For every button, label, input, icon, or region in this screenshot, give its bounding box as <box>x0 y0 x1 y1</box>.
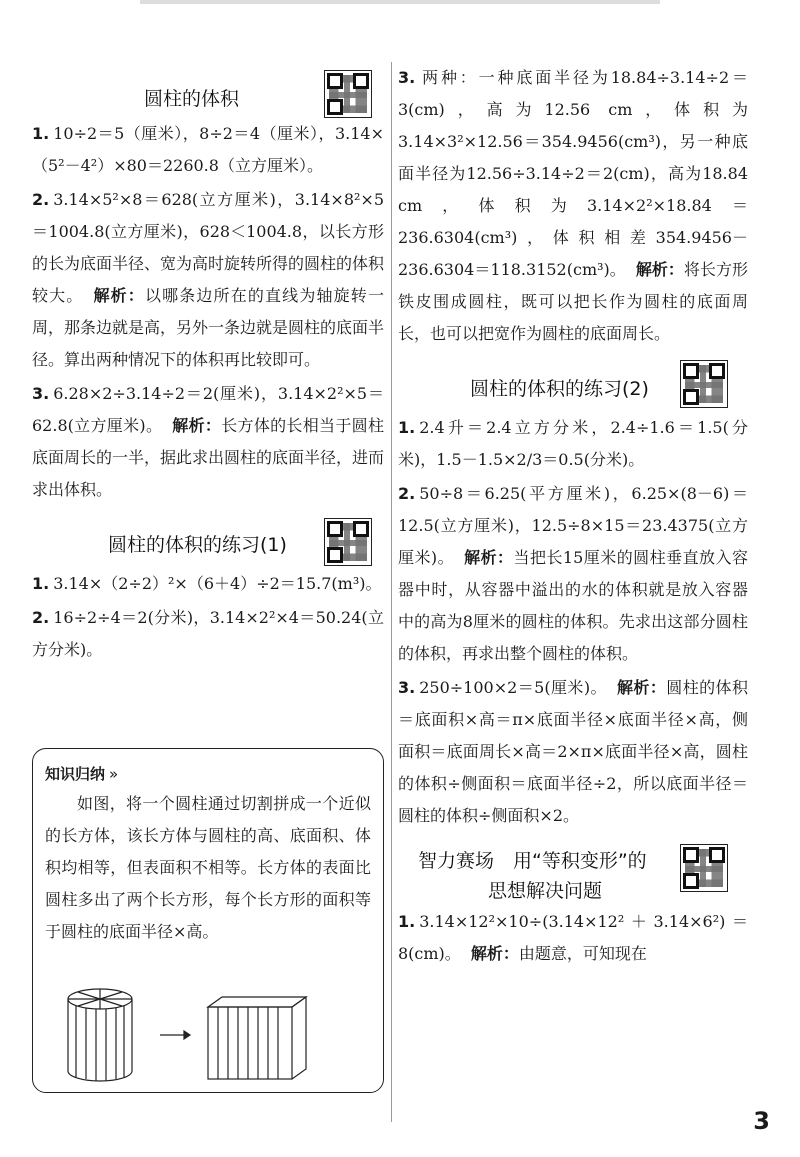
analysis-text: 将长方形铁皮围成圆柱，既可以把长作为圆柱的底面周长，也可以把宽作为圆柱的底面周长。 <box>398 260 748 343</box>
section-body <box>398 62 748 350</box>
answer-item <box>32 378 384 506</box>
section-body <box>32 118 384 506</box>
section-title: 圆柱的体积的练习(2) <box>470 378 649 400</box>
section-body <box>398 906 748 970</box>
box-title <box>45 763 371 784</box>
item-number: 1. <box>398 912 416 931</box>
analysis-text: 以哪条边所在的直线为轴旋转一周，那条边就是高，另外一条边就是圆柱的底面半径。算出两种情况下的体积再比较即可。 <box>32 286 385 369</box>
section-subtitle: 思想解决问题 <box>488 880 603 902</box>
item-text: 6.28×2÷3.14÷2＝2(厘米)，3.14×2²×5＝62.8(立方厘米)。 <box>32 384 384 435</box>
analysis-label: 解析： <box>93 286 145 305</box>
analysis-text: 当把长15厘米的圆柱垂直放入容器中时，从容器中溢出的水的体积就是放入容器中的高为8厘米的圆柱的体积。先求出这部分圆柱的体积，再求出整个圆柱的体积。 <box>398 548 748 663</box>
item-number: 2. <box>398 484 416 503</box>
item-text: 2.4升＝2.4立方分米，2.4÷1.6＝1.5(分米)，1.5－1.5×2/3＝0.5(分米)。 <box>398 418 748 469</box>
answer-item <box>32 118 384 182</box>
section-header-volume <box>32 62 384 118</box>
section-title: 圆柱的体积的练习(1) <box>108 534 287 556</box>
answer-item <box>32 602 384 666</box>
cylinder-icon <box>68 989 132 1081</box>
item-text: 10÷2＝5（厘米），8÷2＝4（厘米），3.14×（5²－4²）×80＝2260.8（立方厘米）。 <box>32 124 384 175</box>
item-text: 16÷2÷4＝2(分米)，3.14×2²×4＝50.24(立方分米)。 <box>32 608 384 659</box>
item-number: 3. <box>398 678 416 697</box>
answer-item <box>398 412 748 476</box>
cylinder-to-cuboid-figure <box>60 985 320 1085</box>
item-number: 3. <box>398 68 416 87</box>
analysis-label: 解析： <box>172 416 222 435</box>
item-number: 2. <box>32 190 50 209</box>
analysis-text: 由题意，可知现在 <box>518 944 647 963</box>
answer-item <box>398 672 748 832</box>
column-divider <box>391 62 392 1122</box>
analysis-label: 解析： <box>470 944 519 963</box>
section-title: 圆柱的体积 <box>144 88 240 110</box>
cuboid-icon <box>208 997 306 1079</box>
answer-item <box>398 62 748 350</box>
analysis-label: 解析： <box>635 260 684 279</box>
analysis-text: 圆柱的体积＝底面积×高＝π×底面半径×底面半径×高，侧面积＝底面周长×高＝2×π×底面半径×高，圆柱的体积÷侧面积＝底面半径÷2，所以底面半径＝圆柱的体积÷侧面积×2。 <box>398 678 748 825</box>
answer-item <box>32 184 384 376</box>
answer-item <box>398 906 748 970</box>
arrow-right-icon <box>160 1031 190 1039</box>
item-number: 1. <box>398 418 416 437</box>
qr-code-icon[interactable] <box>680 844 728 892</box>
item-number: 3. <box>32 384 50 403</box>
qr-code-icon[interactable] <box>680 360 728 408</box>
right-column <box>398 62 748 972</box>
item-number: 2. <box>32 608 50 627</box>
section-header-puzzle <box>398 836 748 906</box>
top-edge-shadow <box>140 0 660 4</box>
box-text: 如图，将一个圆柱通过切割拼成一个近似的长方体，该长方体与圆柱的高、底面积、体积均相等，但表面积不相等。长方体的表面比圆柱多出了两个长方形，每个长方形的面积等于圆柱的底面半径×高。 <box>45 794 371 941</box>
answer-item <box>32 568 384 600</box>
analysis-label: 解析： <box>464 548 514 567</box>
item-text: 两种：一种底面半径为18.84÷3.14÷2＝3(cm)，高为12.56 cm，体积为3.14×3²×12.56＝354.9456(cm³)，另一种底面半径为12.56÷3.14÷2＝2(cm)，高为18.84 cm，体积为3.14×2²×18.84＝236.6304(cm³)，体积相差354.9456－236.6304＝118.3152(cm³)。 <box>398 68 748 279</box>
section-body <box>398 412 748 832</box>
box-title-text: 知识归纳 <box>45 765 106 783</box>
analysis-label: 解析： <box>616 678 667 697</box>
item-number: 1. <box>32 574 50 593</box>
section-title: 智力赛场 用“等积变形”的 <box>418 850 647 872</box>
chevron-right-icon: » <box>109 765 119 783</box>
section-header-practice-1 <box>32 512 384 568</box>
left-column <box>32 62 384 668</box>
page-number: 3 <box>753 1107 770 1135</box>
qr-code-icon[interactable] <box>324 70 372 118</box>
section-header-practice-2 <box>398 356 748 412</box>
item-number: 1. <box>32 124 50 143</box>
answer-item <box>398 478 748 670</box>
item-text: 50÷8＝6.25(平方厘米)，6.25×(8－6)＝12.5(立方厘米)，12.5÷8×15＝23.4375(立方厘米)。 <box>398 484 748 567</box>
section-body <box>32 568 384 666</box>
item-text: 250÷100×2＝5(厘米)。 <box>419 678 607 697</box>
item-text: 3.14×（2÷2）²×（6＋4）÷2＝15.7(m³)。 <box>53 574 382 593</box>
item-text: 3.14×5²×8＝628(立方厘米)，3.14×8²×5＝1004.8(立方厘米)，628＜1004.8，以长方形的长为底面半径、宽为高时旋转所得的圆柱的体积较大。 <box>32 190 385 305</box>
item-text: 3.14×12²×10÷(3.14×12²＋3.14×6²)＝8(cm)。 <box>398 912 748 963</box>
analysis-text: 长方体的长相当于圆柱底面周长的一半，据此求出圆柱的底面半径，进而求出体积。 <box>32 416 385 499</box>
qr-code-icon[interactable] <box>324 518 372 566</box>
